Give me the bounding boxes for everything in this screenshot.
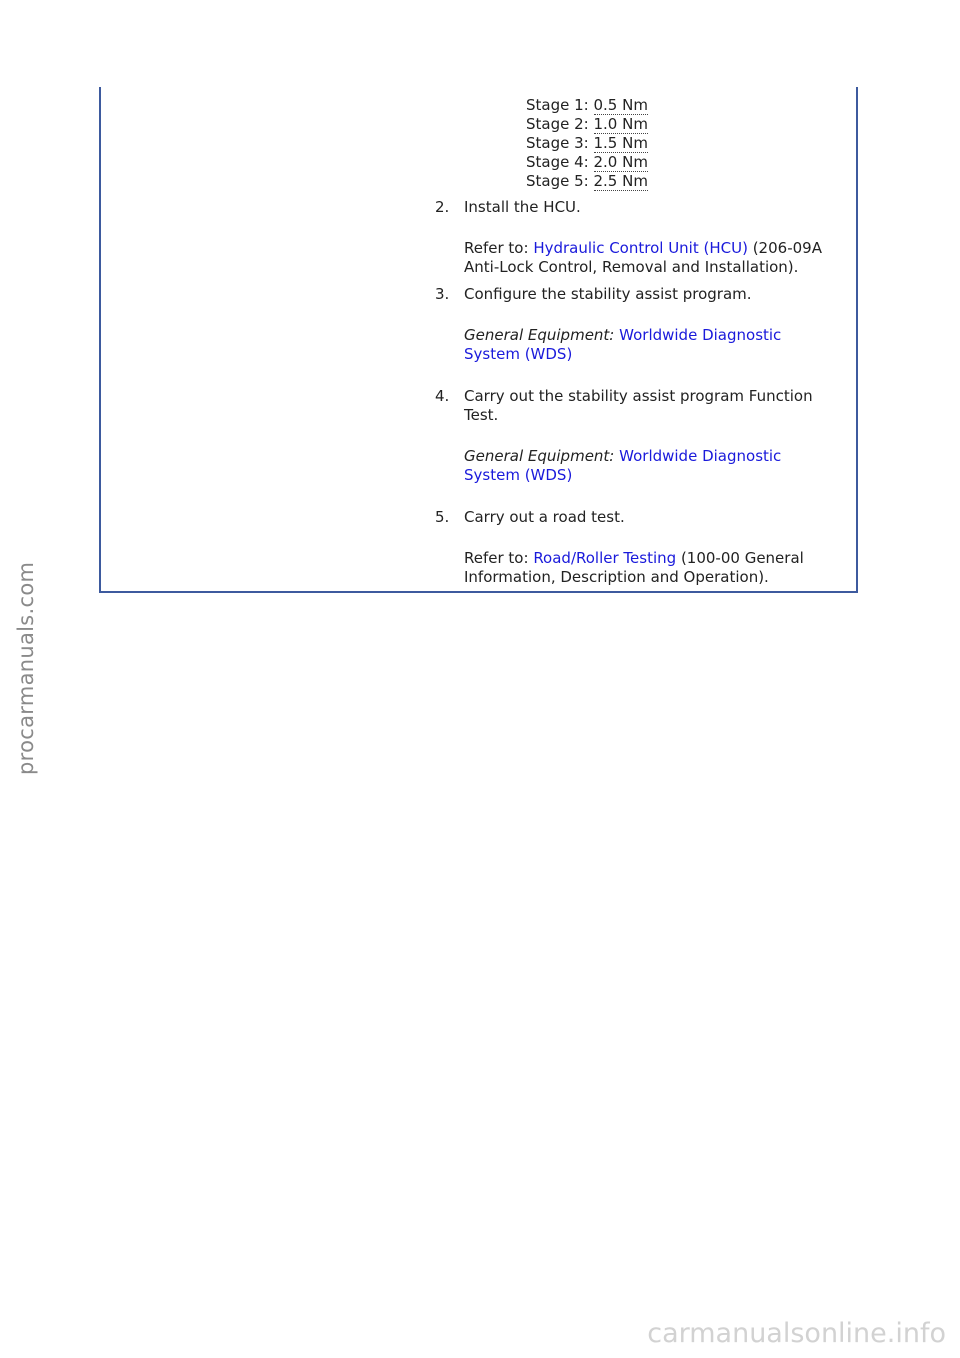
step-number: 3. [435, 285, 450, 303]
torque-value[interactable]: 2.5 Nm [593, 172, 648, 190]
stage-row [526, 134, 648, 153]
watermark-carmanualsonline: carmanualsonline.info [647, 1318, 946, 1349]
step-number: 2. [435, 198, 450, 216]
watermark-procarmanuals: procarmanuals.com [14, 561, 38, 775]
step-text: Carry out the stability assist program Function Test. [464, 387, 813, 424]
reference-suffix: (206-09A Anti-Lock Control, Removal and Installation). [464, 239, 822, 276]
stage-label: Stage 4: [526, 153, 589, 171]
stage-row [526, 96, 648, 115]
step-equipment [464, 326, 804, 364]
step-reference [464, 549, 844, 587]
step-text: Carry out a road test. [464, 508, 625, 526]
step-text: Install the HCU. [464, 198, 581, 216]
step-number: 4. [435, 387, 450, 405]
step-equipment [464, 447, 804, 485]
torque-value[interactable]: 2.0 Nm [593, 153, 648, 171]
stage-label: Stage 3: [526, 134, 589, 152]
step-text: Configure the stability assist program. [464, 285, 752, 303]
stage-row [526, 172, 648, 191]
step-number: 5. [435, 508, 450, 526]
stage-row [526, 115, 648, 134]
equipment-link[interactable]: Worldwide Diagnostic System (WDS) [464, 326, 782, 363]
stage-label: Stage 5: [526, 172, 589, 190]
reference-prefix: Refer to: [464, 239, 534, 257]
reference-link[interactable]: Road/Roller Testing [533, 549, 677, 567]
torque-value[interactable]: 1.0 Nm [593, 115, 648, 133]
equipment-label: General Equipment: [464, 326, 615, 344]
torque-stages-list [526, 96, 648, 191]
stage-row [526, 153, 648, 172]
reference-prefix: Refer to: [464, 549, 534, 567]
torque-value[interactable]: 0.5 Nm [593, 96, 648, 114]
stage-label: Stage 1: [526, 96, 589, 114]
stage-label: Stage 2: [526, 115, 589, 133]
equipment-link[interactable]: Worldwide Diagnostic System (WDS) [464, 447, 782, 484]
torque-value[interactable]: 1.5 Nm [593, 134, 648, 152]
reference-link[interactable]: Hydraulic Control Unit (HCU) [533, 239, 748, 257]
reference-suffix: (100-00 General Information, Description and Operation). [464, 549, 804, 586]
step-reference [464, 239, 844, 277]
equipment-label: General Equipment: [464, 447, 615, 465]
